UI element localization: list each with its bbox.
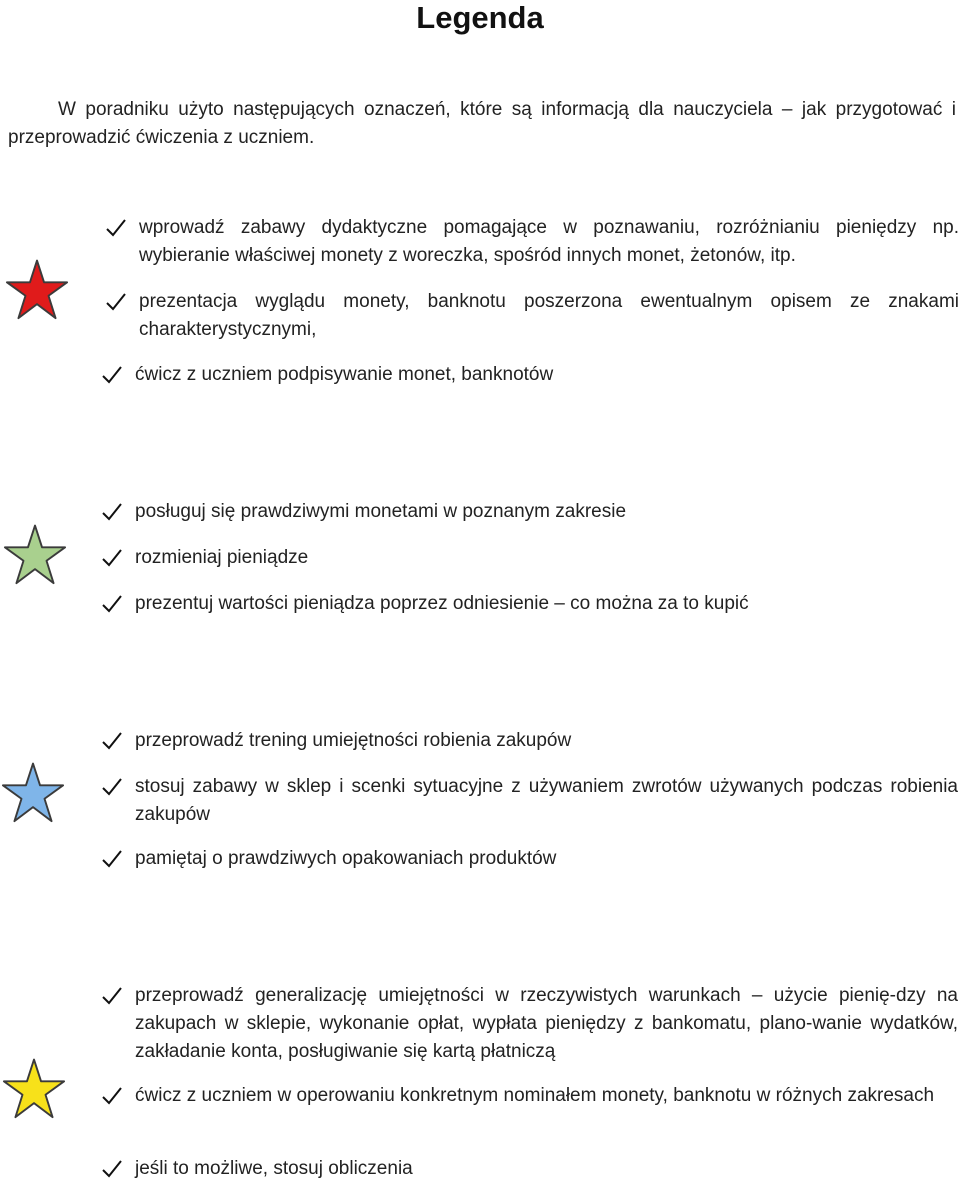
list-item <box>135 544 955 572</box>
green-star-icon <box>3 523 67 587</box>
list-item-text: ćwicz z uczniem w operowaniu konkretnym nominałem monety, banknotu w różnych zakresach <box>135 1085 935 1106</box>
list-item-text: posługuj się prawdziwymi monetami w poznanym zakresie <box>135 501 627 522</box>
list-item-text: stosuj zabawy w sklep i scenki sytuacyjne z używaniem zwrotów używanych podczas robienia zakupów <box>135 776 958 825</box>
checkmark-icon <box>101 498 123 526</box>
checkmark-icon <box>105 214 127 242</box>
list-item-text: ćwicz z uczniem podpisywanie monet, banknotów <box>135 364 554 385</box>
list-item-text: prezentuj wartości pieniądza poprzez odniesienie – co można za to kupić <box>135 593 749 614</box>
intro-paragraph: W poradniku użyto następujących oznaczeń, które są informacją dla nauczyciela – jak przygotować i przeprowadzić ćwiczenia z uczniem. <box>8 99 956 148</box>
checkmark-icon <box>101 544 123 572</box>
checkmark-icon <box>101 727 123 755</box>
yellow-star-icon <box>2 1057 66 1121</box>
list-item <box>135 498 955 526</box>
list-item <box>135 773 958 829</box>
checkmark-icon <box>101 773 123 801</box>
list-item-text: wprowadź zabawy dydaktyczne pomagające w poznawaniu, rozróżnianiu pieniędzy np. wybieranie właściwej monety z woreczka, spośród innych monet, żetonów, itp. <box>139 217 959 266</box>
list-item <box>135 845 955 873</box>
list-item-text: rozmieniaj pieniądze <box>135 547 309 568</box>
checkmark-icon <box>101 845 123 873</box>
list-item-text: przeprowadź generalizację umiejętności w rzeczywistych warunkach – użycie pienię-dzy na zakupach w sklepie, wykonanie opłat, wypłata pieniędzy z bankomatu, plano-wanie wydatków, zakładanie konta, posługiwanie się kartą płatniczą <box>135 985 958 1062</box>
checkmark-icon <box>101 1155 123 1183</box>
list-item <box>135 361 955 389</box>
list-item-text: przeprowadź trening umiejętności robienia zakupów <box>135 730 572 751</box>
checkmark-icon <box>101 1082 123 1110</box>
checkmark-icon <box>105 288 127 316</box>
list-item <box>135 590 955 618</box>
list-item-text: jeśli to możliwe, stosuj obliczenia <box>135 1158 413 1179</box>
page-title: Legenda <box>416 0 544 35</box>
list-item <box>139 288 959 344</box>
checkmark-icon <box>101 361 123 389</box>
list-item <box>135 1082 958 1110</box>
blue-star-icon <box>1 761 65 825</box>
list-item <box>135 727 955 755</box>
list-item-text: pamiętaj o prawdziwych opakowaniach produktów <box>135 848 557 869</box>
checkmark-icon <box>101 982 123 1010</box>
checkmark-icon <box>101 590 123 618</box>
list-item <box>135 982 958 1066</box>
list-item <box>135 1155 955 1183</box>
list-item-text: prezentacja wyglądu monety, banknotu poszerzona ewentualnym opisem ze znakami charakterystycznymi, <box>139 291 959 340</box>
list-item <box>139 214 959 270</box>
red-star-icon <box>5 258 69 322</box>
